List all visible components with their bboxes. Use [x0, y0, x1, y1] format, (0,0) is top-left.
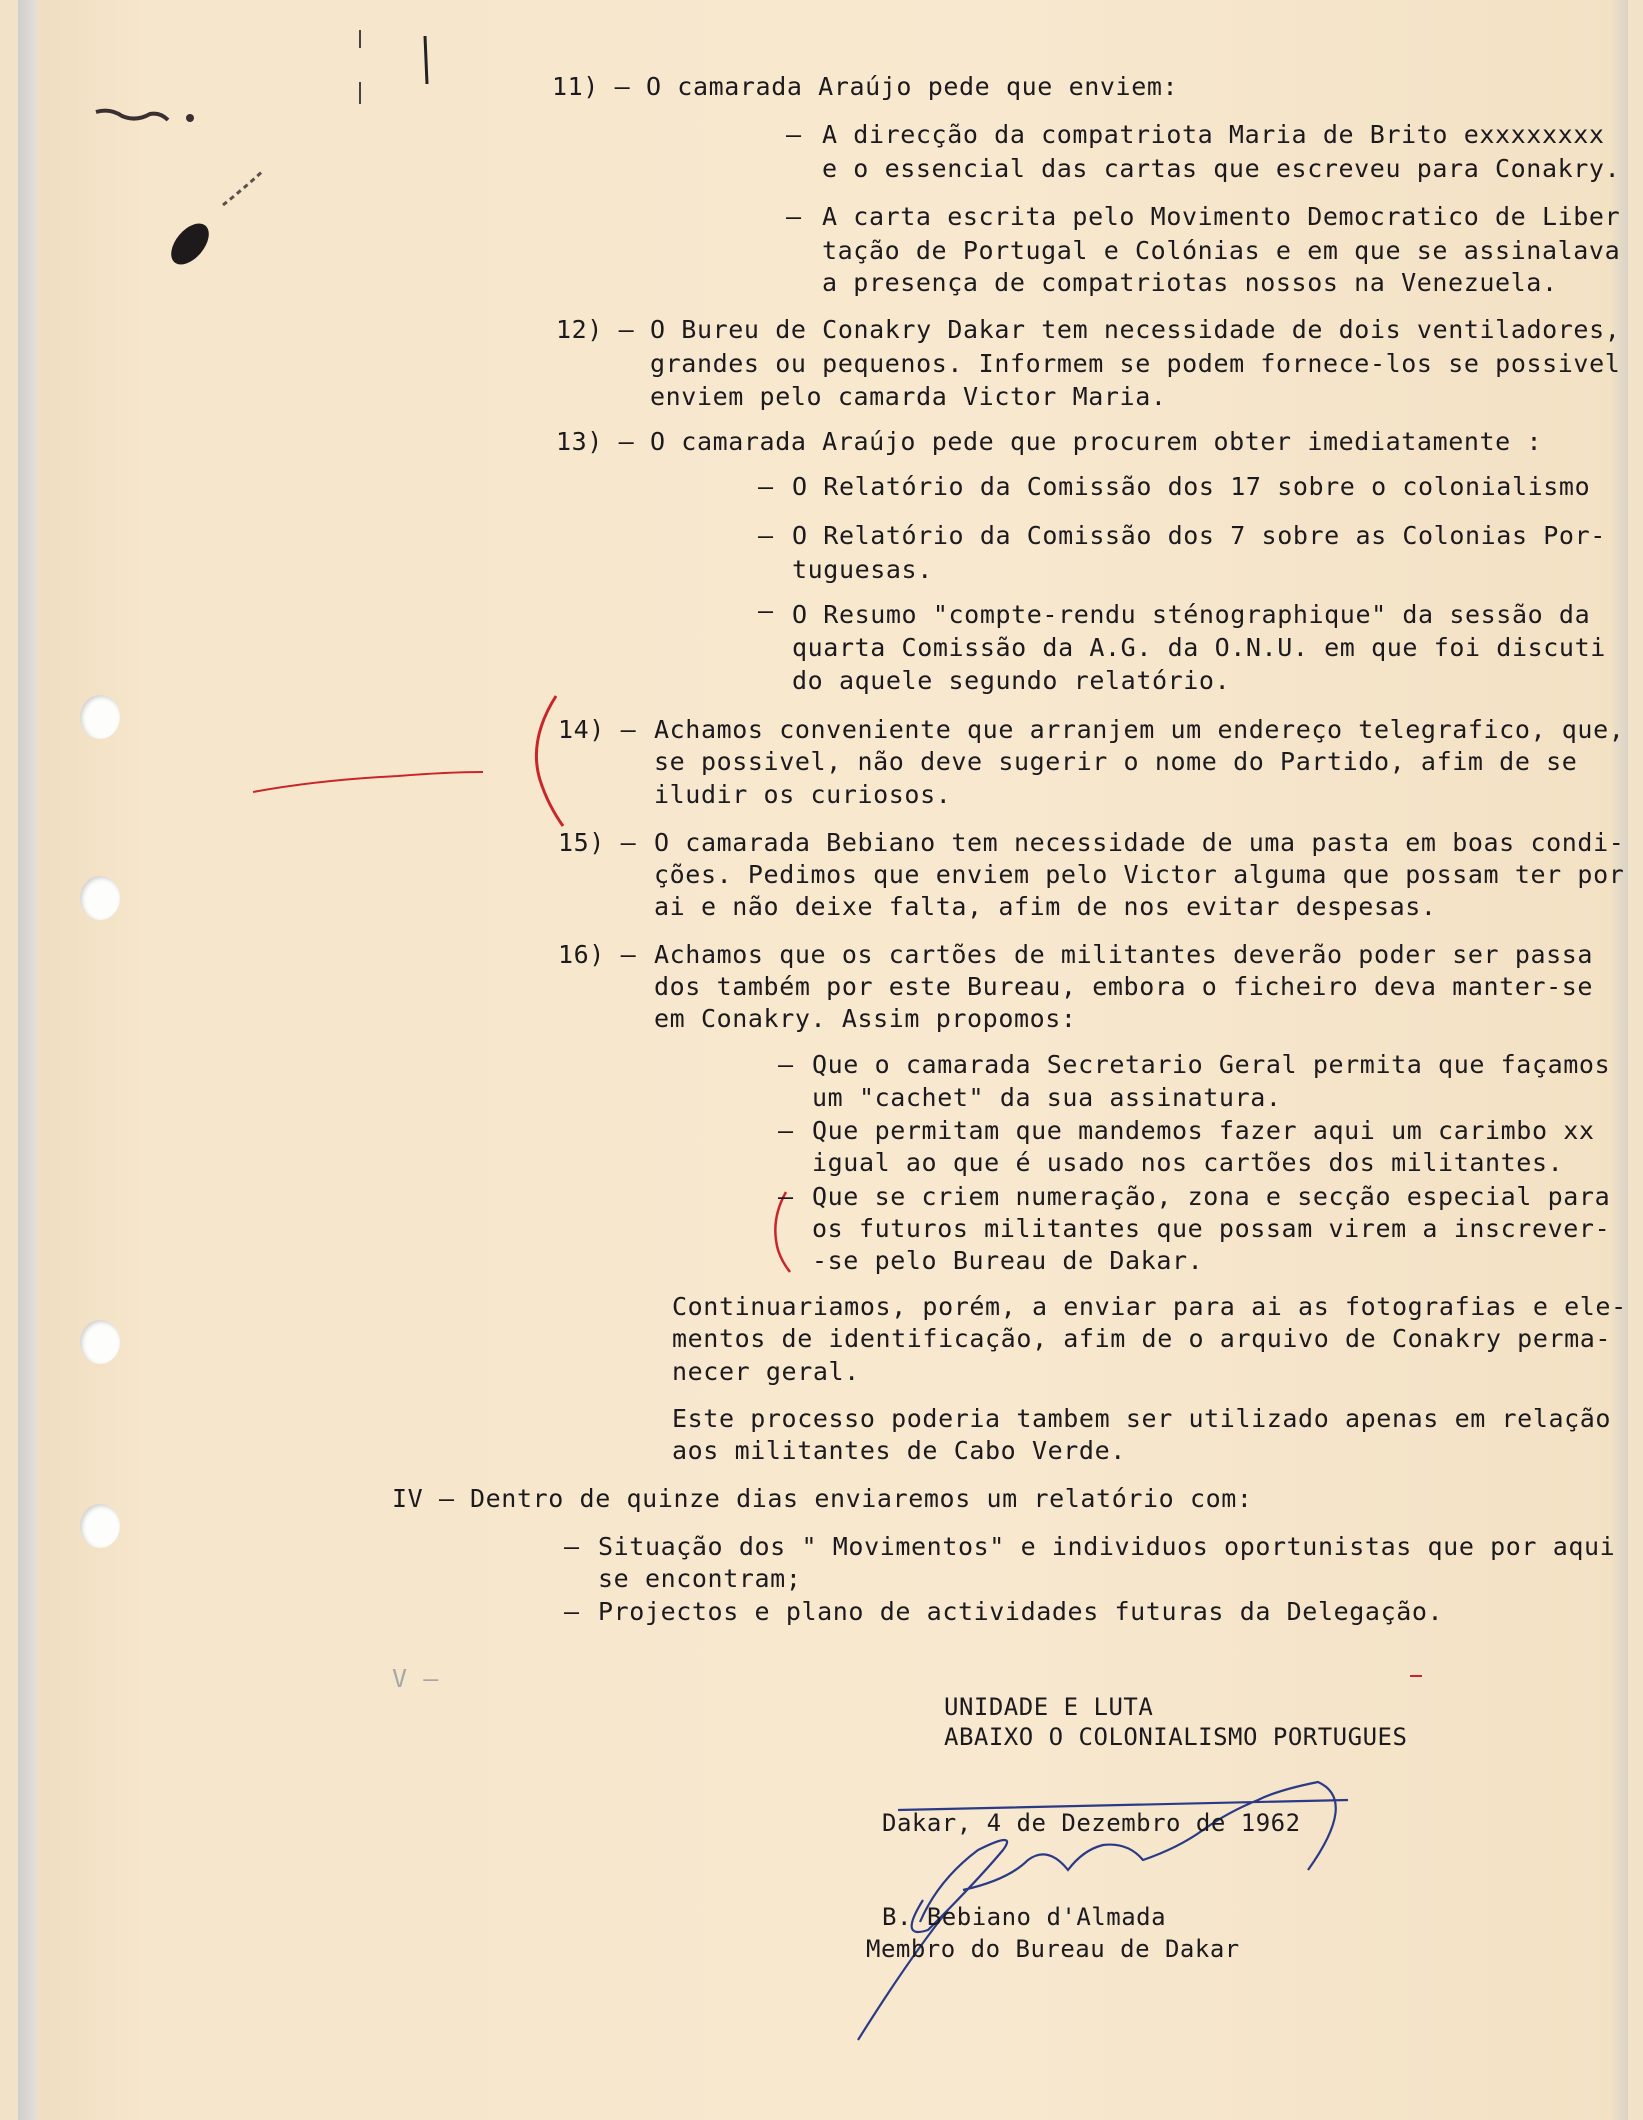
item-11-sub-line: e o essencial das cartas que escreveu para Conakry. — [822, 154, 1621, 183]
ink-smudge — [186, 114, 194, 122]
place-and-date: Dakar, 4 de Dezembro de 1962 — [882, 1809, 1301, 1837]
item-13-sub-dash: – — [758, 596, 774, 625]
item-13-sub-line: do aquele segundo relatório. — [792, 666, 1231, 695]
item-16-paragraph: Continuariamos, porém, a enviar para ai as fotografias e ele- — [672, 1292, 1627, 1321]
item-11-text: O camarada Araújo pede que enviem: — [646, 72, 1179, 101]
item-16-sub-dash: – — [778, 1050, 794, 1079]
item-14-text: Achamos conveniente que arranjem um endereço telegrafico, que, — [654, 715, 1625, 744]
item-11-sub-line: tação de Portugal e Colónias e em que se assinalava — [822, 236, 1621, 265]
item-12-text: O Bureu de Conakry Dakar tem necessidade de dois ventiladores, — [650, 315, 1621, 344]
item-11-sub-dash: – — [786, 120, 802, 149]
item-16-paragraph: necer geral. — [672, 1357, 860, 1386]
section-iv-sub-dash: – — [564, 1532, 580, 1561]
item-12-number: 12) – — [556, 315, 635, 344]
item-16-sub-line: -se pelo Bureau de Dakar. — [812, 1246, 1204, 1275]
item-13-sub-line: O Relatório da Comissão dos 7 sobre as Colonias Por- — [792, 521, 1606, 550]
item-16-paragraph: aos militantes de Cabo Verde. — [672, 1436, 1126, 1465]
item-16-text: dos também por este Bureau, embora o ficheiro deva manter-se — [654, 972, 1594, 1001]
item-13-sub-dash: – — [758, 472, 774, 501]
document-page — [18, 0, 1628, 2120]
item-16-sub-line: Que permitam que mandemos fazer aqui um carimbo xx — [812, 1116, 1595, 1145]
signer-name: B. Bebiano d'Almada — [882, 1903, 1167, 1931]
item-14-text: se possivel, não deve sugerir o nome do Partido, afim de se — [654, 747, 1578, 776]
item-16-number: 16) – — [558, 940, 637, 969]
item-16-sub-dash: – — [778, 1182, 794, 1211]
item-14-text: iludir os curiosos. — [654, 780, 952, 809]
item-16-text: em Conakry. Assim propomos: — [654, 1004, 1077, 1033]
item-13-sub-line: O Relatório da Comissão dos 17 sobre o colonialismo — [792, 472, 1591, 501]
item-13-text: O camarada Araújo pede que procurem obter imediatamente : — [650, 427, 1543, 456]
item-16-sub-line: um "cachet" da sua assinatura. — [812, 1083, 1282, 1112]
item-13-sub-line: quarta Comissão da A.G. da O.N.U. em que foi discuti — [792, 633, 1606, 662]
item-16-sub-line: os futuros militantes que possam virem a inscrever- — [812, 1214, 1611, 1243]
signer-role: Membro do Bureau de Dakar — [866, 1935, 1240, 1963]
item-15-text: ções. Pedimos que enviem pelo Victor alguma que possam ter por — [654, 860, 1625, 889]
section-iv-sub-line: Projectos e plano de actividades futuras da Delegação. — [598, 1597, 1444, 1626]
closing-motto: UNIDADE E LUTA — [944, 1693, 1154, 1721]
section-iv-sub-line: se encontram; — [598, 1564, 802, 1593]
section-iv-text: Dentro de quinze dias enviaremos um relatório com: — [470, 1484, 1253, 1513]
item-12-text: grandes ou pequenos. Informem se podem fornece-los se possivel — [650, 349, 1621, 378]
item-13-sub-line: tuguesas. — [792, 555, 933, 584]
item-11-sub-line: a presença de compatriotas nossos na Venezuela. — [822, 268, 1558, 297]
section-v-number: V – — [392, 1664, 439, 1693]
item-14-number: 14) – — [558, 715, 637, 744]
item-16-sub-line: Que se criem numeração, zona e secção especial para — [812, 1182, 1611, 1211]
section-iv-number: IV – — [392, 1484, 455, 1513]
item-16-sub-line: igual ao que é usado nos cartões dos militantes. — [812, 1148, 1564, 1177]
ink-smudge — [223, 170, 264, 205]
section-iv-sub-line: Situação dos " Movimentos" e individuos oportunistas que por aqui — [598, 1532, 1616, 1561]
item-13-number: 13) – — [556, 427, 635, 456]
item-16-paragraph: mentos de identificação, afim de o arquivo de Conakry perma- — [672, 1324, 1612, 1353]
item-16-sub-line: Que o camarada Secretario Geral permita que façamos — [812, 1050, 1611, 1079]
ink-blot — [164, 217, 216, 272]
item-11-number: 11) – — [552, 72, 631, 101]
item-16-paragraph: Este processo poderia tambem ser utilizado apenas em relação — [672, 1404, 1612, 1433]
item-11-sub-line: A carta escrita pelo Movimento Democratico de Liber — [822, 202, 1621, 231]
item-12-text: enviem pelo camarda Victor Maria. — [650, 382, 1167, 411]
item-13-sub-line: O Resumo "compte-rendu sténographique" da sessão da — [792, 600, 1591, 629]
item-11-sub-line: A direcção da compatriota Maria de Brito exxxxxxxx — [822, 120, 1605, 149]
item-13-sub-dash: – — [758, 521, 774, 550]
closing-motto: ABAIXO O COLONIALISMO PORTUGUES — [944, 1723, 1408, 1751]
item-15-text: O camarada Bebiano tem necessidade de uma pasta em boas condi- — [654, 828, 1625, 857]
item-15-number: 15) – — [558, 828, 637, 857]
ink-smudge — [96, 111, 168, 120]
item-16-sub-dash: – — [778, 1116, 794, 1145]
red-pencil-stroke — [253, 772, 483, 792]
item-15-text: ai e não deixe falta, afim de nos evitar despesas. — [654, 892, 1437, 921]
item-11-sub-dash: – — [786, 202, 802, 231]
section-iv-sub-dash: – — [564, 1597, 580, 1626]
margin-mark — [425, 36, 427, 84]
item-16-text: Achamos que os cartões de militantes deverão poder ser passa — [654, 940, 1594, 969]
